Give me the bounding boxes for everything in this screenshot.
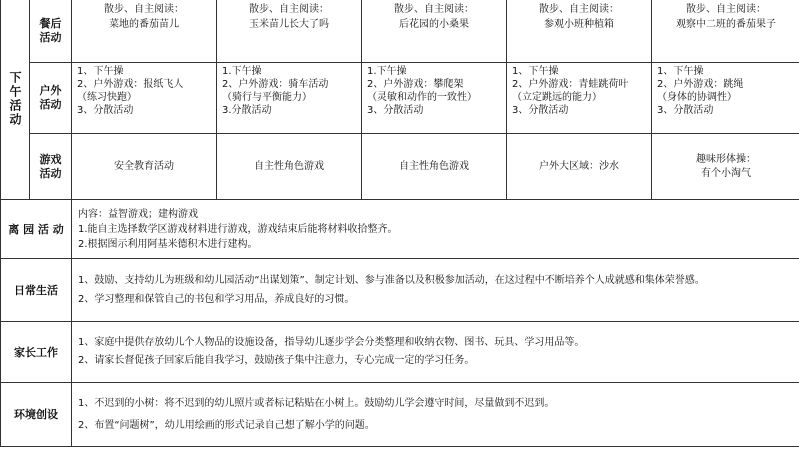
outdoor-line: 3、分散活动	[367, 105, 424, 116]
environment-row	[1, 383, 799, 447]
environment-line: 2、布置“问题树”，幼儿用绘画的形式记录自己想了解小学的问题。	[78, 419, 375, 431]
outdoor-line: 2、户外游戏：报纸飞人	[77, 79, 184, 90]
daily-row	[1, 259, 799, 322]
after-meal-detail: 参观小班种植箱	[544, 19, 614, 30]
daily-content	[72, 259, 799, 322]
game-line: 自主性角色游戏	[399, 160, 469, 172]
outdoor-label-cell	[30, 63, 72, 134]
environment-label: 环境创设	[1, 383, 72, 447]
game-day-4	[507, 134, 652, 200]
after-meal-detail: 后花园的小桑果	[399, 19, 469, 30]
after-meal-day-5	[652, 0, 799, 63]
game-day-1	[72, 134, 217, 200]
game-label-cell	[30, 134, 72, 200]
game-line: 趣味形体操：	[696, 153, 756, 165]
outdoor-label: 户外活动	[39, 84, 62, 111]
outdoor-line: （练习快跑）	[77, 92, 137, 103]
environment-line: 1、不迟到的小树：将不迟到的幼儿照片或者标记粘贴在小树上。鼓励幼儿学会遵守时间，尽量做到不迟到。	[78, 397, 555, 409]
game-row	[1, 134, 799, 200]
after-meal-label-cell	[30, 0, 72, 63]
after-meal-detail: 观察中二班的番茄果子	[676, 19, 776, 30]
after-meal-day-2	[217, 0, 362, 63]
leaving-content	[72, 200, 799, 259]
outdoor-day-1	[72, 63, 217, 134]
outdoor-line: （灵敏和动作的一致性）	[367, 92, 477, 103]
outdoor-day-2	[217, 63, 362, 134]
after-meal-day-4	[507, 0, 652, 63]
after-meal-title: 散步、自主阅读：	[104, 4, 184, 15]
game-day-3	[362, 134, 507, 200]
afternoon-label: 下午活动	[8, 71, 22, 127]
after-meal-day-1	[72, 0, 217, 63]
outdoor-line: 3、分散活动	[512, 105, 569, 116]
daily-label: 日常生活	[1, 259, 72, 322]
outdoor-row	[1, 63, 799, 134]
game-label: 游戏活动	[39, 152, 62, 180]
outdoor-line: 2、户外游戏：攀爬架	[367, 79, 464, 90]
game-line: 自主性角色游戏	[254, 160, 324, 172]
game-day-2	[217, 134, 362, 200]
game-line: 安全教育活动	[114, 160, 174, 172]
after-meal-title: 散步、自主阅读：	[539, 4, 619, 15]
outdoor-day-4	[507, 63, 652, 134]
leaving-line: 内容：益智游戏；建构游戏	[78, 208, 198, 220]
outdoor-line: 2、户外游戏：跳绳	[657, 79, 744, 90]
outdoor-line: 1、下午操	[512, 66, 559, 77]
leaving-line: 2.根据图示利用阿基米德积木进行建构。	[78, 238, 258, 250]
outdoor-line: 1.下午操	[367, 66, 407, 77]
afternoon-label-cell	[1, 0, 30, 200]
outdoor-line: 3.分散活动	[222, 105, 272, 116]
parents-line: 2、请家长督促孩子回家后能自我学习，鼓励孩子集中注意力，专心完成一定的学习任务。	[78, 355, 475, 366]
parents-line: 1、家庭中提供存放幼儿个人物品的设施设备，指导幼儿逐步学会分类整理和收纳衣物、图书、玩具、学习用品等。	[78, 337, 585, 348]
game-day-5	[652, 134, 799, 200]
after-meal-title: 散步、自主阅读：	[394, 4, 474, 15]
after-meal-row	[1, 0, 799, 63]
parents-content	[72, 322, 799, 383]
outdoor-day-5	[652, 63, 799, 134]
outdoor-line: 1、下午操	[77, 66, 124, 77]
outdoor-line: （骑行与平衡能力）	[222, 92, 312, 103]
after-meal-title: 散步、自主阅读：	[686, 4, 766, 15]
game-line: 有个小淘气	[701, 167, 751, 179]
outdoor-line: （立定跳远的能力）	[512, 92, 602, 103]
parents-label: 家长工作	[1, 322, 72, 383]
game-line: 户外大区域：沙水	[539, 160, 619, 172]
after-meal-day-3	[362, 0, 507, 63]
outdoor-line: 3、分散活动	[77, 105, 134, 116]
after-meal-detail: 菜地的番茄苗儿	[109, 19, 179, 30]
daily-line: 1、鼓励、支持幼儿为班级和幼儿园活动“出谋划策”、制定计划、参与准备以及积极参加活动，在这过程中不断培养个人成就感和集体荣誉感。	[78, 275, 705, 286]
outdoor-day-3	[362, 63, 507, 134]
after-meal-label: 餐后活动	[39, 16, 62, 44]
outdoor-line: 3、分散活动	[657, 105, 714, 116]
daily-line: 2、学习整理和保管自己的书包和学习用品，养成良好的习惯。	[78, 294, 355, 305]
leaving-label: 离 园 活 动	[1, 200, 72, 259]
leaving-row	[1, 200, 799, 259]
outdoor-line: 2、户外游戏：青蛙跳荷叶	[512, 79, 629, 90]
environment-content	[72, 383, 799, 447]
outdoor-line: 1.下午操	[222, 66, 262, 77]
outdoor-line: 1、下午操	[657, 66, 704, 77]
after-meal-detail: 玉米苗儿长大了吗	[249, 19, 329, 30]
outdoor-line: （身体的协调性）	[657, 92, 737, 103]
leaving-line: 1.能自主选择数学区游戏材料进行游戏，游戏结束后能将材料收拾整齐。	[78, 223, 398, 235]
parents-row	[1, 322, 799, 383]
outdoor-line: 2、户外游戏：骑车活动	[222, 79, 329, 90]
after-meal-title: 散步、自主阅读：	[249, 4, 329, 15]
